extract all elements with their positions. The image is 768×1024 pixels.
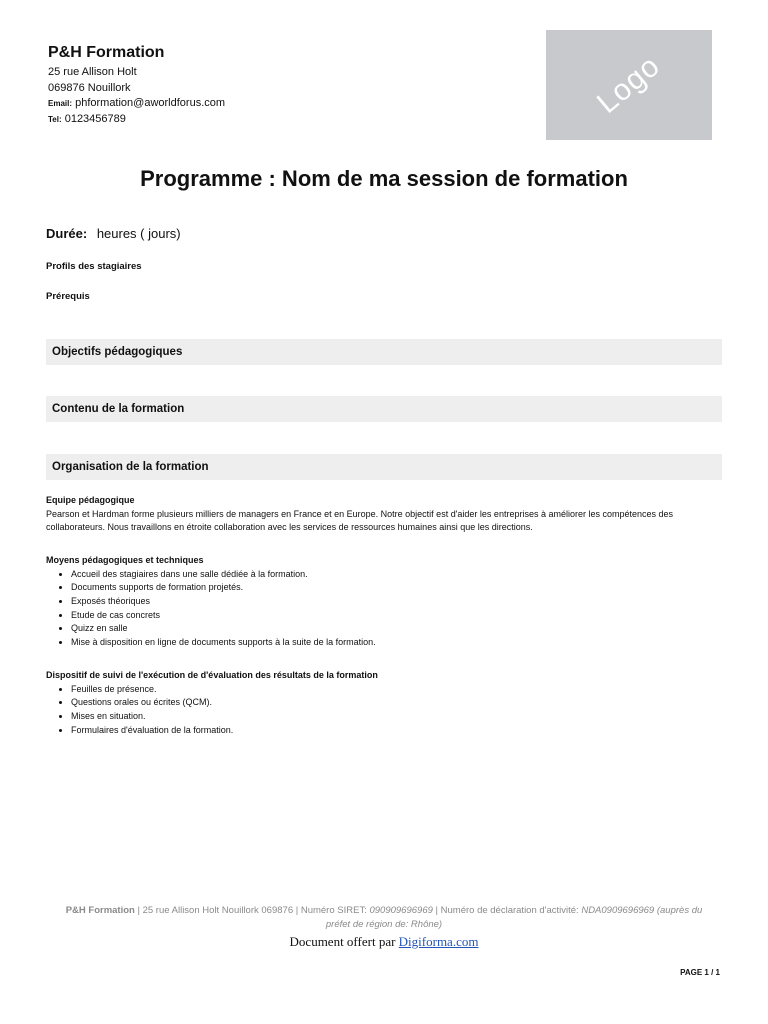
organization-header <box>48 44 225 127</box>
equipe-block <box>46 494 722 535</box>
list-item: • Mises en situation. <box>71 710 722 724</box>
dispositif-list <box>46 683 722 738</box>
list-item: • Etude de cas concrets <box>71 609 722 623</box>
duree-line <box>46 226 181 241</box>
list-item: • Exposés théoriques <box>71 595 722 609</box>
email-value: phformation@aworldforus.com <box>75 97 226 109</box>
email-label: Email: <box>48 99 73 108</box>
tel-line <box>48 112 225 128</box>
page-number: PAGE 1 / 1 <box>680 968 720 977</box>
tel-label: Tel: <box>48 114 62 124</box>
list-item: • Accueil des stagiaires dans une salle dédiée à la formation. <box>71 568 722 582</box>
list-item: • Mise à disposition en ligne de documents supports à la suite de la formation. <box>71 636 722 650</box>
list-item: • Questions orales ou écrites (QCM). <box>71 696 722 710</box>
footer-siret: 090909696969 <box>369 905 433 916</box>
moyens-list <box>46 568 722 650</box>
duree-label: Durée: <box>46 226 88 241</box>
email-line <box>48 96 225 112</box>
tel-value: 0123456789 <box>64 112 126 125</box>
section-organisation: Organisation de la formation <box>46 454 722 480</box>
logo-text: Logo <box>590 49 667 120</box>
address-line-1: 25 rue Allison Holt <box>48 66 137 78</box>
page-footer <box>60 904 708 932</box>
list-item: • Feuilles de présence. <box>71 683 722 697</box>
prerequis-label: Prérequis <box>46 291 90 302</box>
moyens-block <box>46 554 722 650</box>
dispositif-block <box>46 669 722 737</box>
moyens-title: Moyens pédagogiques et techniques <box>46 555 204 565</box>
profils-label: Profils des stagiaires <box>46 261 142 272</box>
offer-text: Document offert par <box>289 934 399 949</box>
offer-line <box>0 934 768 950</box>
list-item: • Documents supports de formation projetés. <box>71 581 722 595</box>
footer-address: | 25 rue Allison Holt Nouillork 069876 | Numéro SIRET: <box>134 905 370 916</box>
section-objectifs: Objectifs pédagogiques <box>46 339 722 365</box>
page-title: Programme : Nom de ma session de formation <box>140 166 628 191</box>
footer-nda: NDA0909696969 (auprès du préfet de région de: Rhône) <box>325 905 703 930</box>
equipe-text: Pearson et Hardman forme plusieurs milliers de managers en France et en Europe. Notre objectif est d'aider les entreprises à améliorer les compétences des collaborateurs. Nous travaillons en étroite collaboration avec les services de ressources humaines ainsi que les directions. <box>46 508 674 533</box>
address-line-2: 069876 Nouillork <box>48 81 131 94</box>
organization-name: P&H Formation <box>48 44 165 61</box>
digiforma-link[interactable]: Digiforma.com <box>398 934 479 949</box>
dispositif-title: Dispositif de suivi de l'exécution de d'évaluation des résultats de la formation <box>46 670 378 680</box>
equipe-title: Equipe pédagogique <box>46 495 135 505</box>
section-contenu: Contenu de la formation <box>46 396 722 422</box>
footer-declaration-label: | Numéro de déclaration d'activité: <box>432 905 582 916</box>
list-item: • Quizz en salle <box>71 622 722 636</box>
footer-org-name: P&H Formation <box>65 905 135 916</box>
list-item: • Formulaires d'évaluation de la formation. <box>71 724 722 738</box>
duree-value: heures ( jours) <box>96 226 181 241</box>
logo-placeholder <box>546 30 712 140</box>
